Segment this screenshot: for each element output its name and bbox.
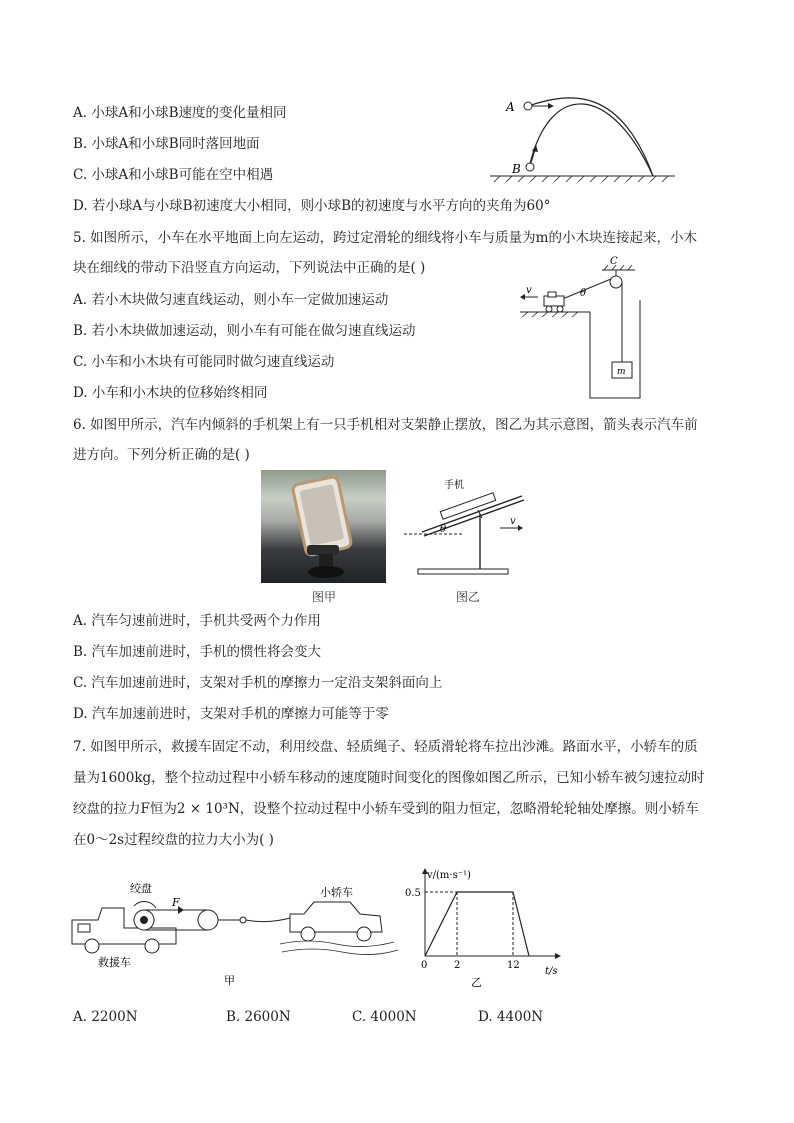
label-a: A xyxy=(506,100,515,114)
q5-stem-line2: 块在细线的带动下沿竖直方向运动，下列说法中正确的是( ) xyxy=(73,260,426,276)
q7-option-a: A. 2200N xyxy=(73,1009,138,1025)
winch-label: 绞盘 xyxy=(130,882,152,895)
rescue-vehicle-label: 救援车 xyxy=(98,956,131,969)
q6-stem-line2: 进方向。下列分析正确的是( ) xyxy=(73,447,250,463)
x-tick-12: 12 xyxy=(507,960,520,971)
phone-holder-photo xyxy=(261,470,386,583)
x-tick-2: 2 xyxy=(454,960,461,971)
q5-option-d: D. 小车和小木块的位移始终相同 xyxy=(73,385,268,401)
label-theta: θ xyxy=(440,524,447,535)
pulley-cart-figure xyxy=(520,252,650,402)
force-label: F xyxy=(172,896,180,909)
q6-option-c: C. 汽车加速前进时，支架对手机的摩擦力一定沿支架斜面向上 xyxy=(73,675,443,691)
caption-figure-b: 乙 xyxy=(471,976,482,989)
car-label: 小轿车 xyxy=(320,886,353,899)
phone-label: 手机 xyxy=(444,480,464,491)
label-v: v xyxy=(526,285,532,296)
q5-option-a: A. 若小木块做匀速直线运动，则小车一定做加速运动 xyxy=(73,292,389,308)
q6-option-a: A. 汽车匀速前进时，手机共受两个力作用 xyxy=(73,613,321,629)
q5-option-c: C. 小车和小木块有可能同时做匀速直线运动 xyxy=(73,354,335,370)
y-tick-label: 0.5 xyxy=(405,888,421,899)
label-m: m xyxy=(617,367,626,377)
q7-stem-line4: 在0～2s过程绞盘的拉力大小为( ) xyxy=(73,832,274,848)
y-axis-label: v/(m·s⁻¹) xyxy=(427,870,471,881)
label-v: v xyxy=(510,516,516,527)
q7-stem-line2: 量为1600kg，整个拉动过程中小轿车移动的速度随时间变化的图像如图乙所示，已知小轿车被匀速拉动时 xyxy=(73,770,705,786)
q7-option-c: C. 4000N xyxy=(352,1009,417,1025)
q4-option-d: D. 若小球A与小球B初速度大小相同，则小球B的初速度与水平方向的夹角为60° xyxy=(73,198,551,214)
q7-stem-line1: 7. 如图甲所示，救援车固定不动，利用绞盘、轻质绳子、轻质滑轮将车拉出沙滩。路面水平，小轿车的质 xyxy=(73,739,698,755)
q7-stem-line3: 绞盘的拉力F恒为2 × 10³N，设整个拉动过程中小轿车受到的阻力恒定，忽略滑轮轮轴处摩擦。则小轿车 xyxy=(73,801,699,817)
q6-option-b: B. 汽车加速前进时，手机的惯性将会变大 xyxy=(73,644,322,660)
q4-option-c: C. 小球A和小球B可能在空中相遇 xyxy=(73,167,274,183)
q6-option-d: D. 汽车加速前进时，支架对手机的摩擦力可能等于零 xyxy=(73,706,389,722)
q4-option-b: B. 小球A和小球B同时落回地面 xyxy=(73,136,260,152)
q7-option-d: D. 4400N xyxy=(478,1009,544,1025)
q6-stem-line1: 6. 如图甲所示，汽车内倾斜的手机架上有一只手机相对支架静止摆放，图乙为其示意图，箭头表示汽车前 xyxy=(73,417,698,433)
label-theta: θ xyxy=(580,288,587,299)
q7-option-b: B. 2600N xyxy=(226,1009,291,1025)
caption-figure-a: 甲 xyxy=(224,974,235,987)
phone-holder-schematic xyxy=(400,474,530,582)
label-c: C xyxy=(610,256,618,267)
projectile-figure xyxy=(490,92,680,188)
caption-figure-a: 图甲 xyxy=(312,590,337,604)
label-b: B xyxy=(512,162,521,176)
velocity-time-graph xyxy=(405,868,565,990)
caption-figure-b: 图乙 xyxy=(456,590,481,604)
rescue-scene-figure xyxy=(68,880,408,990)
q5-option-b: B. 若小木块做加速运动，则小车有可能在做匀速直线运动 xyxy=(73,323,416,339)
x-tick-0: 0 xyxy=(421,960,428,971)
q5-stem-line1: 5. 如图所示，小车在水平地面上向左运动，跨过定滑轮的细线将小车与质量为m的小木块连接起来，小木 xyxy=(73,230,697,246)
x-axis-label: t/s xyxy=(545,966,558,977)
q4-option-a: A. 小球A和小球B速度的变化量相同 xyxy=(73,105,287,121)
